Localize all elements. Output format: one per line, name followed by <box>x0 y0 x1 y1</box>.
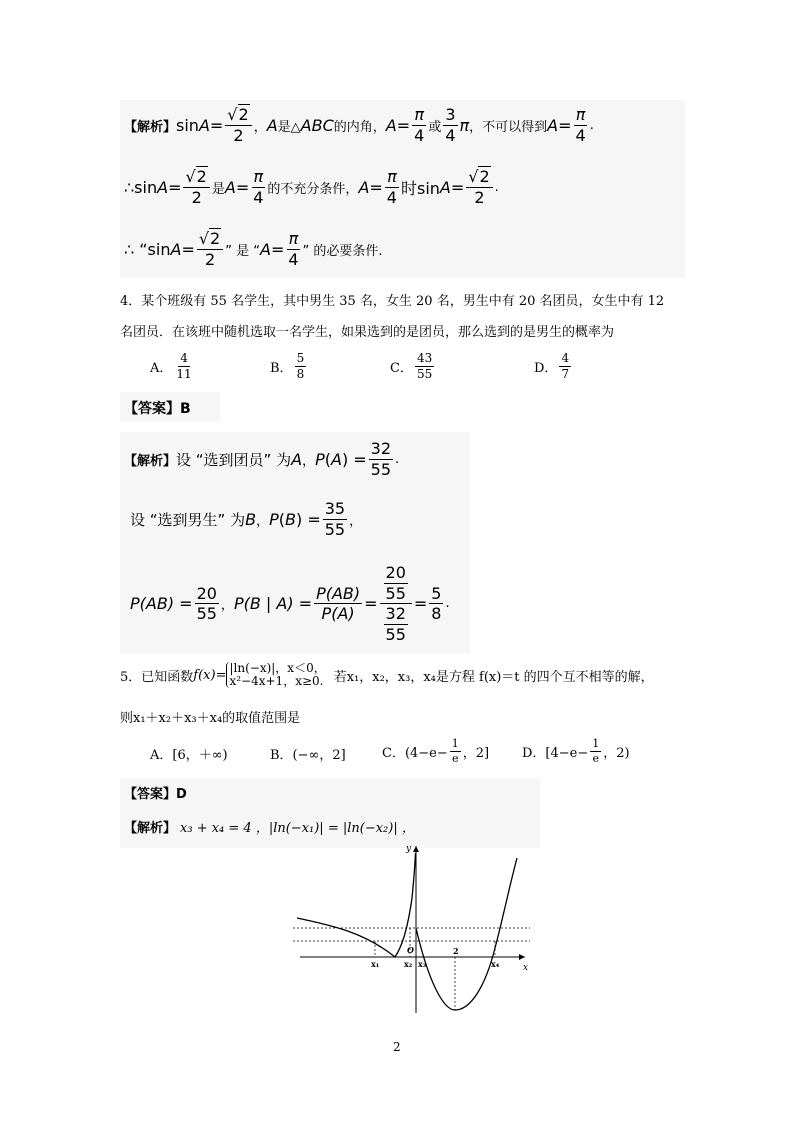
curve-parabola <box>416 858 517 1010</box>
q5-stem-line-1: 5．已知函数 f(x)= |ln(−x)|，x＜0， x²−4x+1，x≥0. 若x₁，x₂，x₃，x₄是方程 f(x)＝t 的四个互不相等的解， <box>120 661 654 688</box>
origin-label: O <box>407 945 414 955</box>
q5-option-a: A．[6，＋∞) <box>150 748 228 763</box>
q3-analysis-line-1: 【解析】 sin A = $\frac{√2}{2}$ ， A 是△ ABC 的内角， A = $\frac{\pi}{4}$ 或 $\frac{3}{4}$ π ，不可以得到 A = $\frac{\pi}{4}$ . <box>124 105 594 145</box>
page-number: 2 <box>393 1040 401 1054</box>
fraction: $\frac{√2}{2}$ <box>225 106 251 144</box>
q5-answer: 【答案】D <box>124 787 187 802</box>
q4-analysis-line-2: 设 “选到男生” 为 B ， P ( B ) = $\frac{35}{55}$ ， <box>130 499 363 539</box>
function-graph <box>285 838 545 1018</box>
q4-analysis-line-1: 【解析】 设 “选到团员” 为 A ， P ( A ) = $\frac{32}{55}$ . <box>124 439 400 479</box>
x-axis-label: x <box>523 963 529 973</box>
x-axis-arrow <box>519 954 525 960</box>
q4-option-d: D． $\frac{4}{7}$ <box>534 351 570 382</box>
q4-option-c: C． $\frac{43}{55}$ <box>390 351 433 382</box>
piecewise-brace: |ln(−x)|，x＜0， x²−4x+1，x≥0. <box>226 662 325 688</box>
x3-label: x₃ <box>418 959 427 969</box>
fraction: $\frac{3}{4}$ <box>445 105 456 145</box>
q4-answer: 【答案】B <box>124 401 191 417</box>
q5-analysis: 【解析】 x₃ + x₄ = 4 ，|ln(−x₁)| = |ln(−x₂)| ， <box>124 821 415 836</box>
compound-fraction: $\frac{\frac{20}{55}}{\frac{32}{55}}$ <box>380 564 412 643</box>
fraction: $\frac{\pi}{4}$ <box>288 229 299 269</box>
fraction: $\frac{\pi}{4}$ <box>253 167 264 207</box>
q5-option-b: B．(−∞，2] <box>270 748 346 763</box>
y-axis-arrow <box>413 846 419 852</box>
fraction: $\frac{√2}{2}$ <box>197 230 223 268</box>
fraction: $\frac{5}{8}$ <box>431 583 442 624</box>
q5-option-d: D．[4−e− $\frac{1}{e}$ ，2) <box>522 737 630 766</box>
fraction: $\frac{√2}{2}$ <box>183 168 209 206</box>
q5-option-c: C．(4−e− $\frac{1}{e}$ ，2] <box>382 737 490 766</box>
fraction: $\frac{32}{55}$ <box>370 439 392 479</box>
q4-stem-line-2: 名团员．在该班中随机选取一名学生，如果选到的是团员，那么选到的是男生的概率为 <box>120 325 615 340</box>
q4-stem-line-1: 4．某个班级有 55 名学生，其中男生 35 名，女生 20 名，男生中有 20 名团员，女生中有 12 <box>120 294 665 309</box>
x4-label: x₄ <box>491 959 500 969</box>
curve-ln-left <box>297 853 416 957</box>
fraction: $\frac{\pi}{4}$ <box>575 105 586 145</box>
fraction: $\frac{P(AB)}{P(A)}$ <box>316 583 361 624</box>
tick-two-label: 2 <box>453 946 459 956</box>
fraction: $\frac{35}{55}$ <box>324 499 346 539</box>
fraction: $\frac{\pi}{4}$ <box>414 105 425 145</box>
q4-option-a: A． $\frac{4}{11}$ <box>150 351 192 382</box>
analysis-label: 【解析】 <box>124 119 177 135</box>
y-axis-label: y <box>406 844 412 854</box>
q3-analysis-line-2: ∴sin A = $\frac{√2}{2}$ 是 A = $\frac{\pi}{4}$ 的不充分条件， A = $\frac{\pi}{4}$ 时sin A = $\frac{√2}{2}$ . <box>124 167 499 207</box>
x2-label: x₂ <box>404 959 413 969</box>
q3-analysis-line-3: ∴ “sin A = $\frac{√2}{2}$ ” 是 “ A = $\frac{\pi}{4}$ ” 的必要条件. <box>124 229 383 269</box>
fraction: $\frac{20}{55}$ <box>196 583 217 624</box>
fraction: $\frac{\pi}{4}$ <box>386 167 397 207</box>
q4-option-b: B． $\frac{5}{8}$ <box>270 351 305 382</box>
fraction: $\frac{√2}{2}$ <box>466 168 492 206</box>
q5-stem-line-2: 则x₁＋x₂＋x₃＋x₄的取值范围是 <box>120 711 301 726</box>
q4-analysis-line-3: P (AB) = $\frac{20}{55}$ ， P (B | A) = $\frac{P(AB)}{P(A)}$ = $\frac{\frac{20}{55}}{\frac{32}{55}}$ = $\frac{5}{8}$ . <box>130 563 450 644</box>
x1-label: x₁ <box>371 959 380 969</box>
